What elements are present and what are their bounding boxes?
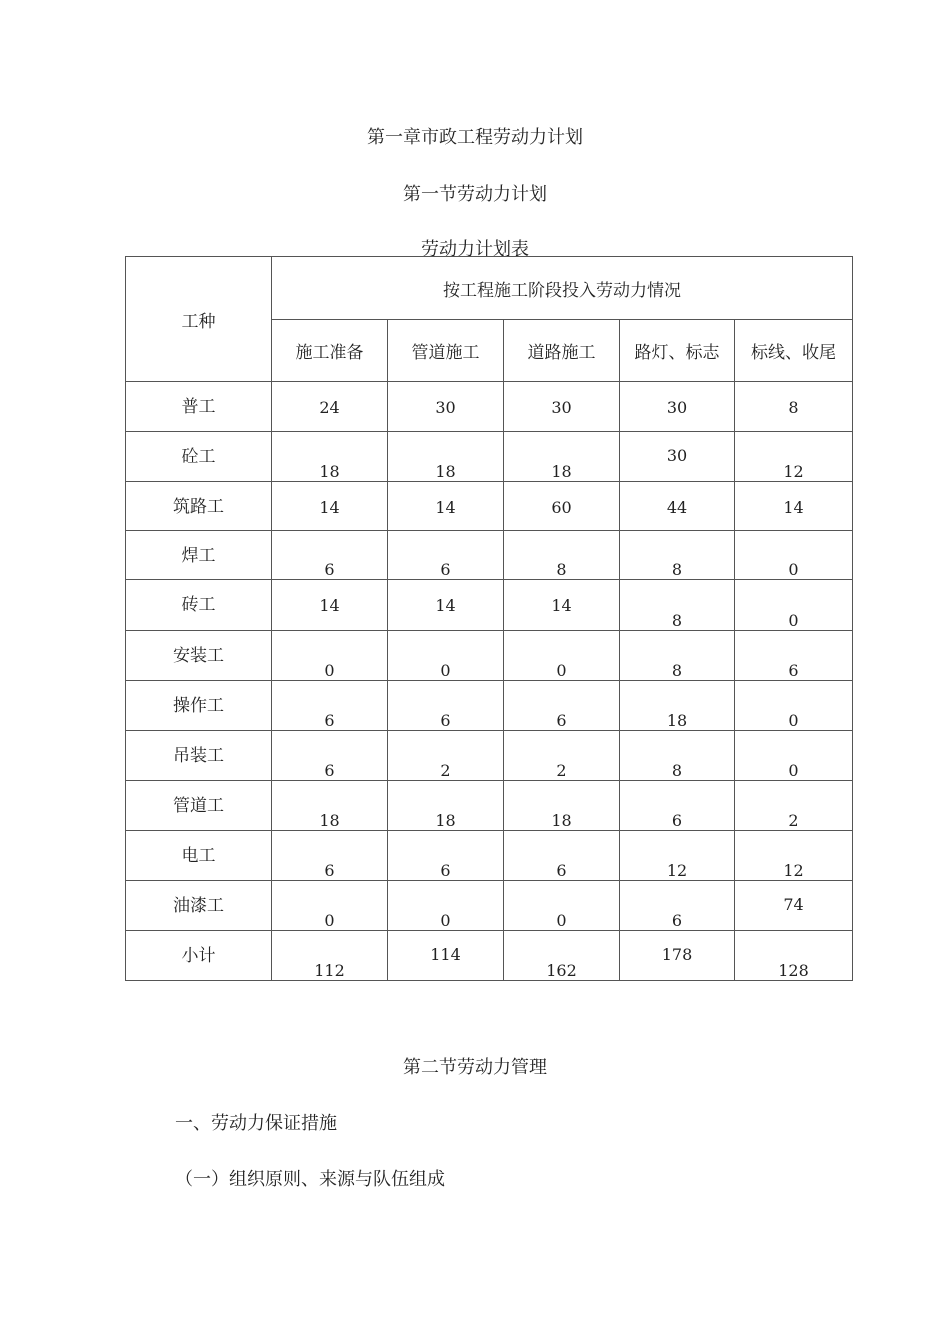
table-cell: 14 bbox=[504, 580, 620, 631]
table-row bbox=[126, 831, 853, 881]
worker-type: 普工 bbox=[126, 382, 272, 432]
table-cell: 24 bbox=[272, 382, 388, 432]
table-cell: 18 bbox=[620, 681, 735, 731]
table-cell: 14 bbox=[388, 482, 504, 531]
table-cell: 0 bbox=[735, 731, 853, 781]
worker-type: 砖工 bbox=[126, 580, 272, 631]
worker-type: 油漆工 bbox=[126, 881, 272, 931]
table-row bbox=[126, 580, 853, 631]
table-cell: 30 bbox=[504, 382, 620, 432]
section-title: 第二节劳动力管理 bbox=[403, 1057, 547, 1078]
table-cell: 30 bbox=[388, 382, 504, 432]
table-cell: 8 bbox=[620, 531, 735, 580]
table-row bbox=[126, 781, 853, 831]
table-cell: 2 bbox=[388, 731, 504, 781]
table-cell: 6 bbox=[620, 881, 735, 931]
table-cell: 6 bbox=[504, 681, 620, 731]
header-phase: 标线、收尾 bbox=[735, 320, 853, 382]
table-row bbox=[126, 432, 853, 482]
table-cell: 8 bbox=[504, 531, 620, 580]
table-cell: 6 bbox=[735, 631, 853, 681]
table-row bbox=[126, 681, 853, 731]
table-cell: 0 bbox=[735, 531, 853, 580]
header-phase: 施工准备 bbox=[272, 320, 388, 382]
worker-type: 焊工 bbox=[126, 531, 272, 580]
worker-type: 小计 bbox=[126, 931, 272, 981]
table-cell: 14 bbox=[272, 580, 388, 631]
table-cell: 0 bbox=[272, 631, 388, 681]
table-cell: 162 bbox=[504, 931, 620, 981]
table-cell: 2 bbox=[504, 731, 620, 781]
table-cell: 30 bbox=[620, 432, 735, 482]
table-cell: 114 bbox=[388, 931, 504, 981]
worker-type: 筑路工 bbox=[126, 482, 272, 531]
table-cell: 0 bbox=[735, 681, 853, 731]
table-cell: 2 bbox=[735, 781, 853, 831]
worker-type: 管道工 bbox=[126, 781, 272, 831]
table-cell: 8 bbox=[620, 731, 735, 781]
heading-level-1: 一、劳动力保证措施 bbox=[175, 1113, 337, 1134]
heading-level-2: （一）组织原则、来源与队伍组成 bbox=[175, 1169, 445, 1190]
table-cell: 12 bbox=[735, 432, 853, 482]
header-phase-group: 按工程施工阶段投入劳动力情况 bbox=[272, 257, 853, 320]
table-cell: 8 bbox=[620, 580, 735, 631]
table-cell: 74 bbox=[735, 881, 853, 931]
worker-type: 砼工 bbox=[126, 432, 272, 482]
table-cell: 6 bbox=[272, 681, 388, 731]
table-row bbox=[126, 631, 853, 681]
table-row bbox=[126, 382, 853, 432]
labor-plan-table bbox=[125, 256, 853, 981]
worker-type: 吊装工 bbox=[126, 731, 272, 781]
table-cell: 6 bbox=[388, 681, 504, 731]
table-cell: 8 bbox=[620, 631, 735, 681]
table-cell: 30 bbox=[620, 382, 735, 432]
table-cell: 6 bbox=[272, 531, 388, 580]
table-cell: 18 bbox=[272, 432, 388, 482]
table-row bbox=[126, 881, 853, 931]
table-cell: 18 bbox=[388, 432, 504, 482]
table-cell: 6 bbox=[272, 731, 388, 781]
table-cell: 44 bbox=[620, 482, 735, 531]
table-cell: 178 bbox=[620, 931, 735, 981]
worker-type: 操作工 bbox=[126, 681, 272, 731]
table-cell: 18 bbox=[272, 781, 388, 831]
header-phase: 管道施工 bbox=[388, 320, 504, 382]
table-cell: 6 bbox=[504, 831, 620, 881]
worker-type: 电工 bbox=[126, 831, 272, 881]
table-cell: 6 bbox=[388, 531, 504, 580]
table-cell: 18 bbox=[388, 781, 504, 831]
table-cell: 0 bbox=[735, 580, 853, 631]
table-cell: 0 bbox=[504, 631, 620, 681]
table-cell: 0 bbox=[272, 881, 388, 931]
table-title: 劳动力计划表 bbox=[421, 239, 529, 260]
header-worker-type: 工种 bbox=[126, 257, 272, 382]
table-row bbox=[126, 931, 853, 981]
header-phase: 路灯、标志 bbox=[620, 320, 735, 382]
worker-type: 安装工 bbox=[126, 631, 272, 681]
table-cell: 14 bbox=[388, 580, 504, 631]
table-cell: 18 bbox=[504, 432, 620, 482]
table-row bbox=[126, 482, 853, 531]
section-title: 第一节劳动力计划 bbox=[403, 184, 547, 205]
table-cell: 0 bbox=[388, 881, 504, 931]
table-cell: 60 bbox=[504, 482, 620, 531]
table-row bbox=[126, 531, 853, 580]
table-cell: 128 bbox=[735, 931, 853, 981]
table-row bbox=[126, 731, 853, 781]
table-cell: 8 bbox=[735, 382, 853, 432]
table-cell: 18 bbox=[504, 781, 620, 831]
table-cell: 0 bbox=[388, 631, 504, 681]
table-cell: 6 bbox=[388, 831, 504, 881]
header-phase: 道路施工 bbox=[504, 320, 620, 382]
table-cell: 6 bbox=[620, 781, 735, 831]
table-cell: 12 bbox=[620, 831, 735, 881]
table-cell: 14 bbox=[272, 482, 388, 531]
table-cell: 0 bbox=[504, 881, 620, 931]
table-cell: 12 bbox=[735, 831, 853, 881]
chapter-title: 第一章市政工程劳动力计划 bbox=[367, 127, 583, 148]
table-cell: 112 bbox=[272, 931, 388, 981]
table-cell: 6 bbox=[272, 831, 388, 881]
table-cell: 14 bbox=[735, 482, 853, 531]
